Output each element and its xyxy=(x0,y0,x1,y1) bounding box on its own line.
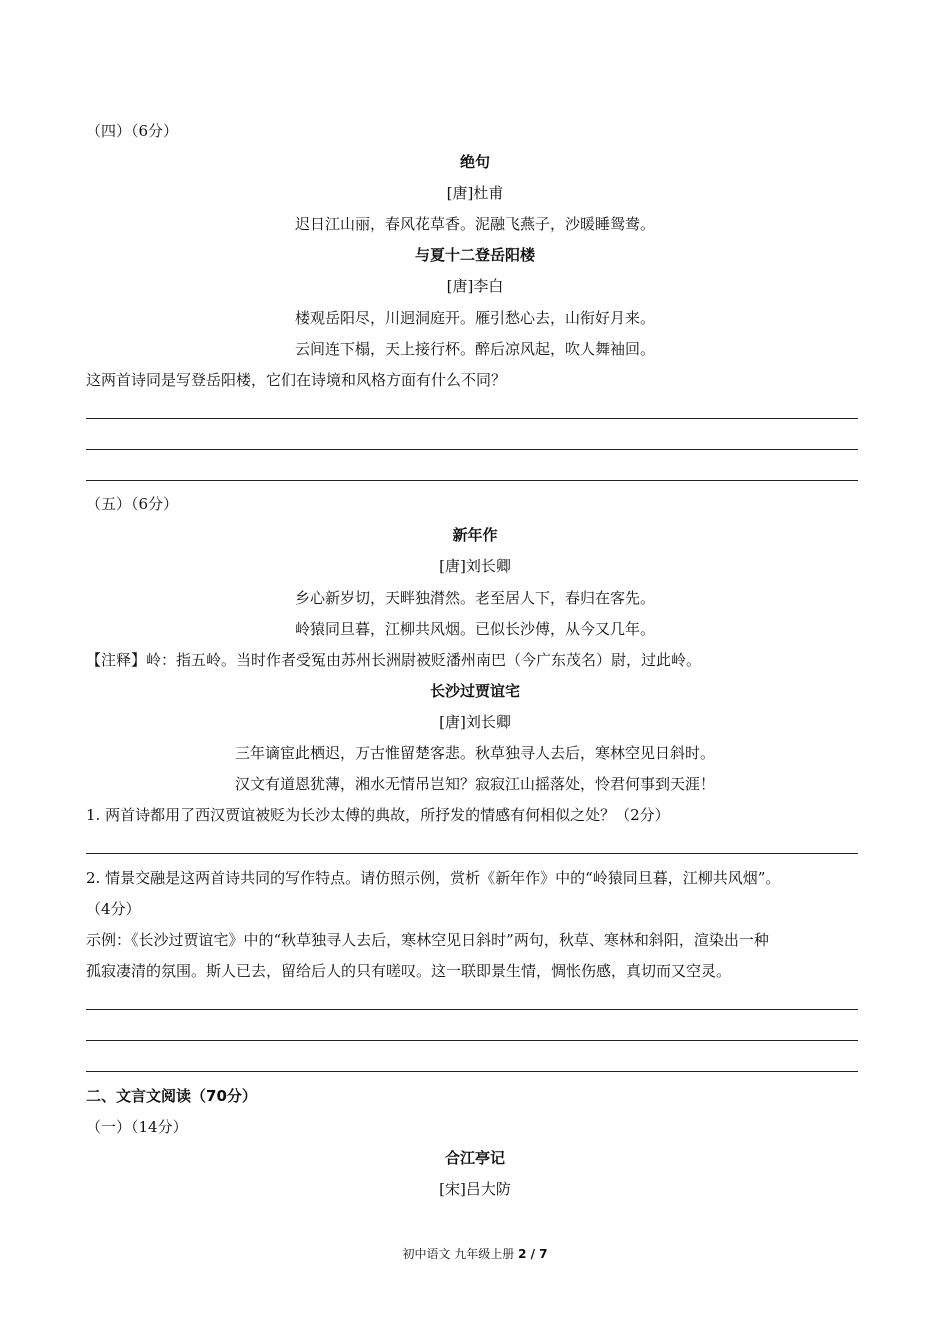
answer-line[interactable] xyxy=(86,1040,858,1041)
poem-title: 新年作 xyxy=(452,526,498,544)
section-header: （四）（6分） xyxy=(86,122,179,140)
section-header: （一）（14分） xyxy=(86,1118,188,1136)
footer-text: 初中语文 九年级上册 xyxy=(402,1247,519,1261)
question-text: 1. 两首诗都用了西汉贾谊被贬为长沙太傅的典故，所抒发的情感有何相似之处？（2分） xyxy=(86,806,670,824)
poem-author: [唐]刘长卿 xyxy=(439,713,511,731)
poem-author: [唐]李白 xyxy=(446,277,504,295)
poem-author: [唐]杜甫 xyxy=(446,184,504,202)
example-text: 孤寂凄清的氛围。斯人已去，留给后人的只有嗟叹。这一联即景生情，惆怅伤感，真切而又空灵。 xyxy=(86,962,732,980)
passage-author: [宋]吕大防 xyxy=(439,1180,511,1198)
poem-line: 三年谪宦此栖迟，万古惟留楚客悲。秋草独寻人去后，寒林空见日斜时。 xyxy=(234,744,715,762)
poem-line: 迟日江山丽，春风花草香。泥融飞燕子，沙暖睡鸳鸯。 xyxy=(294,215,655,233)
question-points: （4分） xyxy=(86,900,141,918)
passage-title: 合江亭记 xyxy=(444,1149,505,1167)
example-text: 示例：《长沙过贾谊宅》中的“秋草独寻人去后，寒林空见日斜时”两句，秋草、寒林和斜阳，渲染出一种 xyxy=(86,931,769,949)
question-text: 2. 情景交融是这两首诗共同的写作特点。请仿照示例，赏析《新年作》中的“岭猿同旦暮，江柳共风烟”。 xyxy=(86,869,781,887)
part-heading: 二、文言文阅读（70分） xyxy=(86,1087,257,1105)
question-text: 这两首诗同是写登岳阳楼，它们在诗境和风格方面有什么不同？ xyxy=(86,371,507,389)
answer-line[interactable] xyxy=(86,480,858,481)
answer-line[interactable] xyxy=(86,418,858,419)
page-number: 2 / 7 xyxy=(518,1247,548,1261)
poem-author: [唐]刘长卿 xyxy=(439,557,511,575)
page-footer xyxy=(0,1246,950,1262)
poem-title: 与夏十二登岳阳楼 xyxy=(414,246,535,264)
poem-line: 楼观岳阳尽，川迥洞庭开。雁引愁心去，山衔好月来。 xyxy=(294,309,655,327)
poem-line: 乡心新岁切，天畔独潸然。老至居人下，春归在客先。 xyxy=(294,589,655,607)
poem-title: 长沙过贾谊宅 xyxy=(429,682,520,700)
poem-line: 岭猿同旦暮，江柳共风烟。已似长沙傅，从今又几年。 xyxy=(294,620,655,638)
poem-line: 汉文有道恩犹薄，湘水无情吊岂知？寂寂江山摇落处，怜君何事到天涯！ xyxy=(234,775,715,793)
answer-line[interactable] xyxy=(86,853,858,854)
answer-line[interactable] xyxy=(86,1009,858,1010)
answer-line[interactable] xyxy=(86,1071,858,1072)
poem-line: 云间连下榻，天上接行杯。醉后凉风起，吹人舞袖回。 xyxy=(294,340,655,358)
answer-line[interactable] xyxy=(86,449,858,450)
section-header: （五）（6分） xyxy=(86,495,179,513)
annotation-note: 【注释】岭：指五岭。当时作者受冤由苏州长洲尉被贬潘州南巴（今广东茂名）尉，过此岭。 xyxy=(86,651,702,669)
poem-title: 绝句 xyxy=(459,153,490,171)
